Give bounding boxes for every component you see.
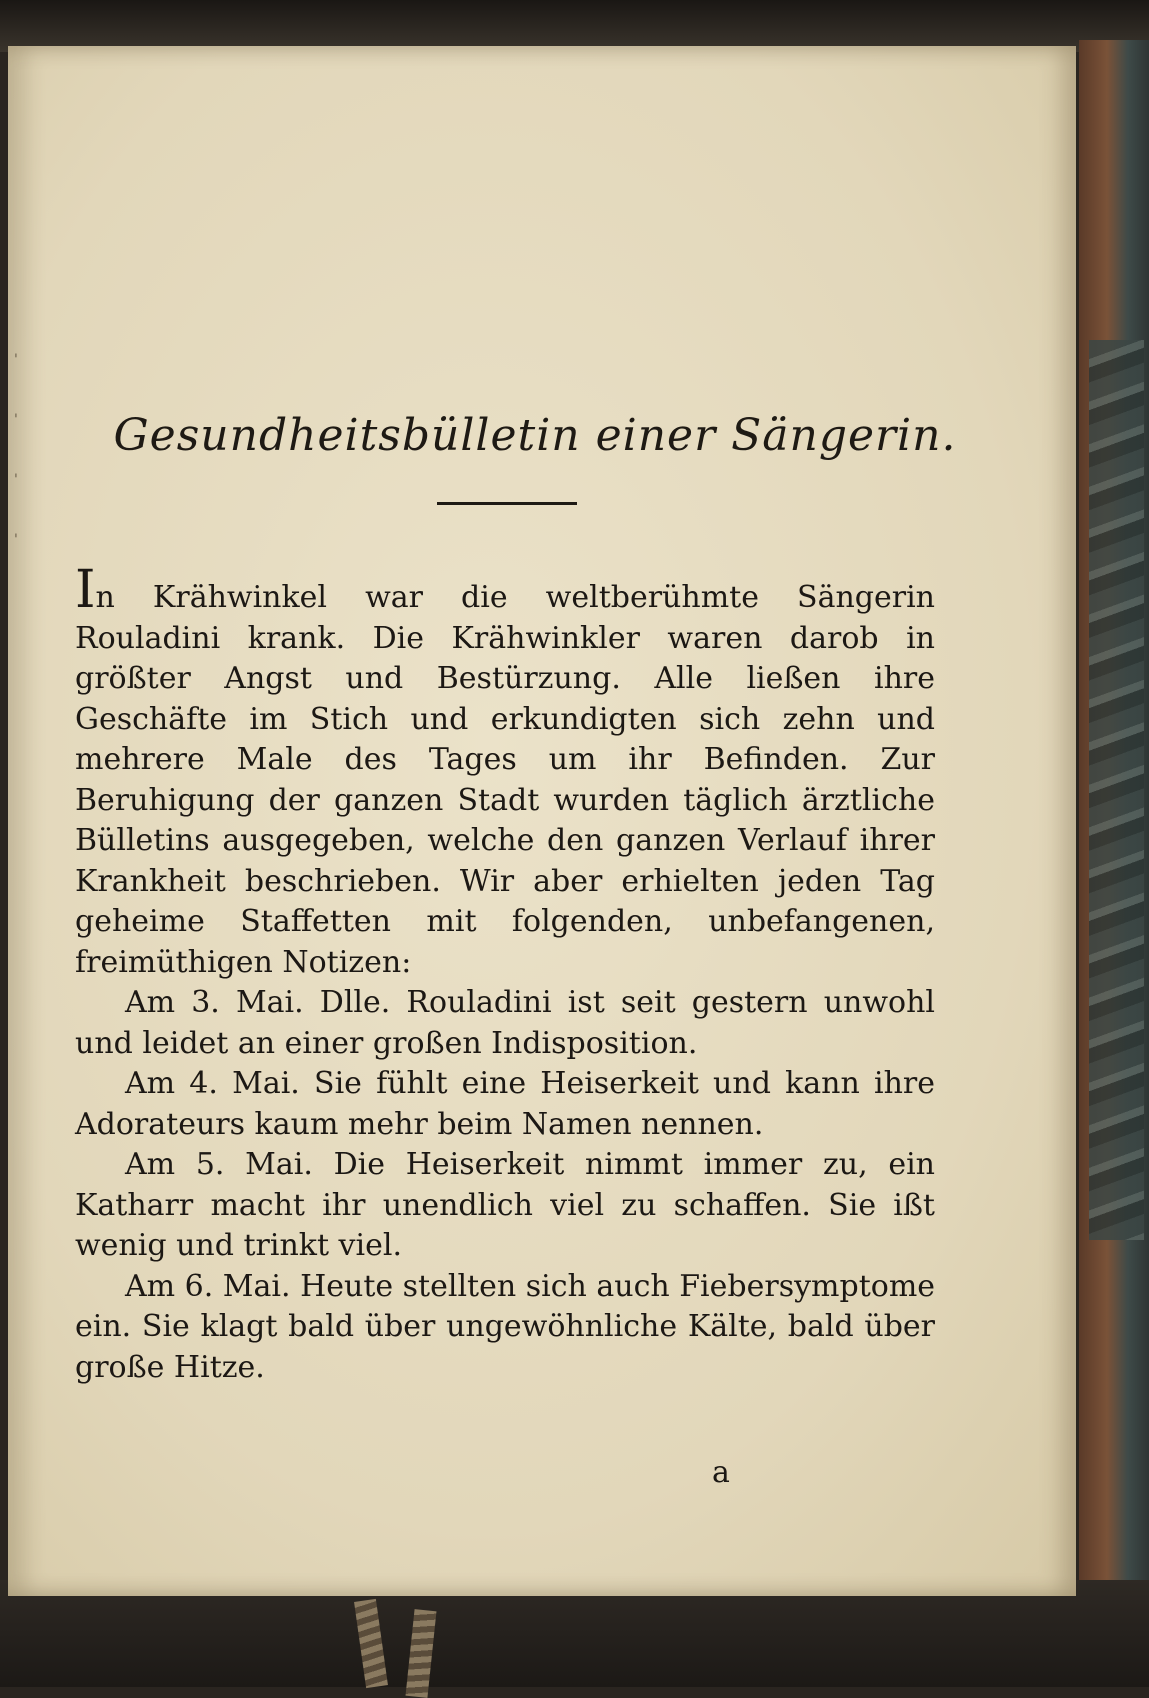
title-divider [437, 502, 577, 505]
marbled-cover-pattern [1089, 340, 1144, 1240]
signature-mark: a [712, 1455, 730, 1490]
page-margin-marks: ' ' ' ' [14, 352, 18, 548]
entry-may-6: Am 6. Mai. Heute stellten sich auch Fiebersymptome ein. Sie klagt bald über ungewöhnliche Kälte, bald über große Hitze. [75, 1268, 936, 1385]
body-text [75, 560, 936, 1388]
book-binding-bottom [0, 1580, 1149, 1687]
drop-cap: I [75, 560, 96, 620]
intro-text: n Krähwinkel war die weltberühmte Sängerin Rouladini krank. Die Krähwinkler waren darob in größter Angst und Bestürzung. Alle ließen ihre Geschäfte im Stich und erkundigten sich zehn und mehrere Male des Tages um ihr Befinden. Zur Beruhigung der ganzen Stadt wurden täglich ärztliche Bülletins ausgegeben, welche den ganzen Verlauf ihrer Krankheit beschrieben. Wir aber erhielten jeden Tag geheime Staffetten mit folgenden, unbefangenen, freimüthigen Notizen: [75, 580, 935, 980]
entry-may-5: Am 5. Mai. Die Heiserkeit nimmt immer zu, ein Katharr macht ihr unendlich viel zu schaffen. Sie ißt wenig und trinkt viel. [75, 1147, 935, 1263]
entry-may-3: Am 3. Mai. Dlle. Rouladini ist seit gestern unwohl und leidet an einer großen Indisposition. [75, 985, 935, 1061]
show-through-text [120, 90, 940, 530]
intro-paragraph [75, 560, 935, 983]
book-cover-edge [1079, 40, 1149, 1600]
entry-may-4: Am 4. Mai. Sie fühlt eine Heiserkeit und kann ihre Adorateurs kaum mehr beim Namen nennen. [75, 1066, 935, 1142]
page-title: Gesundheitsbülletin einer Sängerin. [113, 410, 957, 461]
book-binding-top [0, 0, 1149, 52]
